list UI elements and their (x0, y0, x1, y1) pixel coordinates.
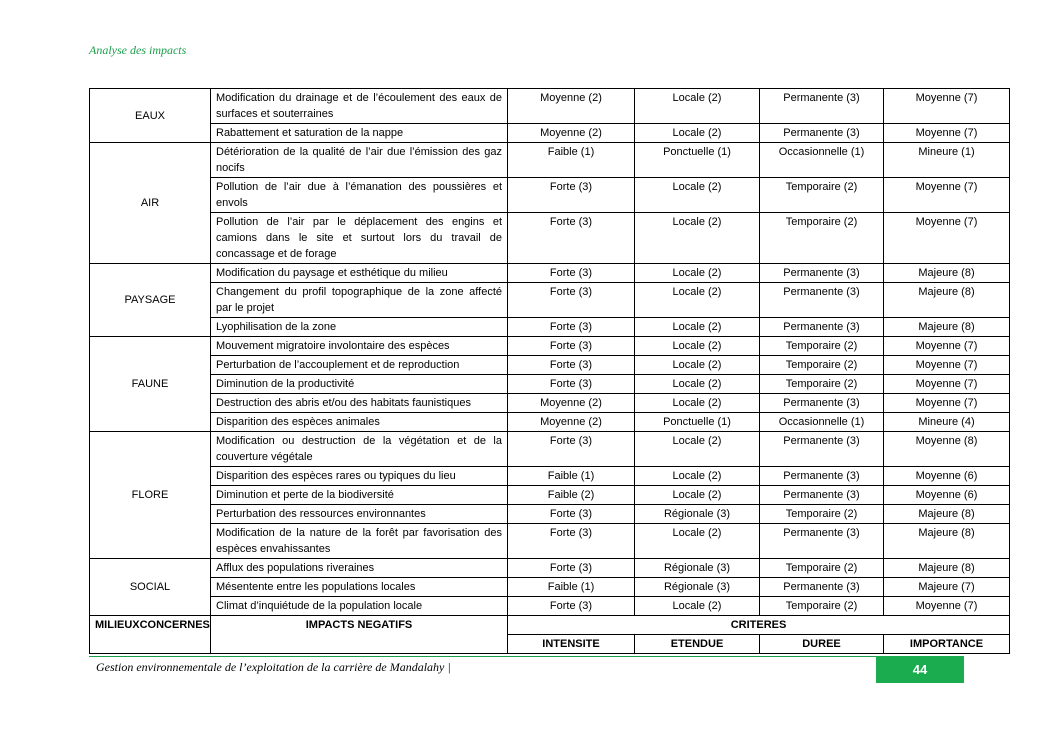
intensite-cell: Forte (3) (508, 375, 635, 394)
importance-cell: Majeure (8) (884, 524, 1010, 559)
intensite-cell: Forte (3) (508, 597, 635, 616)
milieu-cell: FLORE (90, 432, 211, 559)
intensite-cell: Faible (1) (508, 578, 635, 597)
header-row (90, 616, 1010, 635)
intensite-cell: Forte (3) (508, 356, 635, 375)
impact-cell: Afflux des populations riveraines (211, 559, 508, 578)
importance-cell: Majeure (8) (884, 559, 1010, 578)
importance-cell: Moyenne (7) (884, 597, 1010, 616)
impact-cell: Perturbation de l’accouplement et de reproduction (211, 356, 508, 375)
duree-cell: Permanente (3) (760, 394, 884, 413)
impact-cell: Pollution de l’air par le déplacement des engins et camions dans le site et surtout lors du travail de concassage et de forage (211, 213, 508, 264)
intensite-cell: Forte (3) (508, 264, 635, 283)
table-row (90, 356, 1010, 375)
intensite-cell: Forte (3) (508, 432, 635, 467)
intensite-cell: Moyenne (2) (508, 394, 635, 413)
importance-cell: Moyenne (7) (884, 337, 1010, 356)
intensite-cell: Moyenne (2) (508, 124, 635, 143)
duree-cell: Occasionnelle (1) (760, 413, 884, 432)
table-row (90, 337, 1010, 356)
duree-cell: Temporaire (2) (760, 337, 884, 356)
duree-cell: Permanente (3) (760, 124, 884, 143)
impact-cell: Détérioration de la qualité de l’air due l’émission des gaz nocifs (211, 143, 508, 178)
duree-cell: Permanente (3) (760, 283, 884, 318)
etendue-cell: Régionale (3) (635, 559, 760, 578)
importance-cell: Mineure (4) (884, 413, 1010, 432)
table-row (90, 486, 1010, 505)
table-row (90, 559, 1010, 578)
etendue-cell: Locale (2) (635, 356, 760, 375)
table-row (90, 505, 1010, 524)
duree-cell: Permanente (3) (760, 486, 884, 505)
page-number: 44 (876, 656, 964, 683)
etendue-cell: Locale (2) (635, 486, 760, 505)
table-row (90, 213, 1010, 264)
importance-cell: Moyenne (6) (884, 467, 1010, 486)
etendue-cell: Locale (2) (635, 264, 760, 283)
impacts-table (89, 88, 1010, 654)
intensite-cell: Forte (3) (508, 505, 635, 524)
importance-cell: Majeure (8) (884, 318, 1010, 337)
header-importance: IMPORTANCE (884, 635, 1010, 654)
importance-cell: Moyenne (8) (884, 432, 1010, 467)
table-row (90, 124, 1010, 143)
duree-cell: Temporaire (2) (760, 178, 884, 213)
duree-cell: Temporaire (2) (760, 505, 884, 524)
table-row (90, 318, 1010, 337)
intensite-cell: Forte (3) (508, 524, 635, 559)
etendue-cell: Locale (2) (635, 283, 760, 318)
impacts-table-body (90, 89, 1010, 654)
duree-cell: Occasionnelle (1) (760, 143, 884, 178)
importance-cell: Majeure (8) (884, 283, 1010, 318)
impact-cell: Diminution de la productivité (211, 375, 508, 394)
table-row (90, 143, 1010, 178)
impact-cell: Perturbation des ressources environnantes (211, 505, 508, 524)
duree-cell: Permanente (3) (760, 467, 884, 486)
impact-cell: Lyophilisation de la zone (211, 318, 508, 337)
duree-cell: Temporaire (2) (760, 356, 884, 375)
importance-cell: Moyenne (7) (884, 356, 1010, 375)
duree-cell: Permanente (3) (760, 318, 884, 337)
intensite-cell: Forte (3) (508, 318, 635, 337)
table-row (90, 597, 1010, 616)
table-row (90, 394, 1010, 413)
header-duree: DUREE (760, 635, 884, 654)
importance-cell: Moyenne (7) (884, 375, 1010, 394)
etendue-cell: Locale (2) (635, 89, 760, 124)
intensite-cell: Faible (2) (508, 486, 635, 505)
impact-cell: Modification du paysage et esthétique du milieu (211, 264, 508, 283)
importance-cell: Moyenne (7) (884, 213, 1010, 264)
duree-cell: Permanente (3) (760, 578, 884, 597)
milieu-cell: PAYSAGE (90, 264, 211, 337)
impact-cell: Modification ou destruction de la végétation et de la couverture végétale (211, 432, 508, 467)
table-row (90, 178, 1010, 213)
intensite-cell: Forte (3) (508, 213, 635, 264)
impact-cell: Disparition des espèces rares ou typiques du lieu (211, 467, 508, 486)
etendue-cell: Ponctuelle (1) (635, 413, 760, 432)
intensite-cell: Forte (3) (508, 283, 635, 318)
impact-cell: Rabattement et saturation de la nappe (211, 124, 508, 143)
milieu-cell: AIR (90, 143, 211, 264)
table-row (90, 432, 1010, 467)
etendue-cell: Locale (2) (635, 394, 760, 413)
etendue-cell: Locale (2) (635, 432, 760, 467)
table-row (90, 375, 1010, 394)
etendue-cell: Locale (2) (635, 597, 760, 616)
milieu-cell: SOCIAL (90, 559, 211, 616)
table-row (90, 283, 1010, 318)
footer-divider (89, 656, 964, 657)
intensite-cell: Moyenne (2) (508, 413, 635, 432)
header-criteres: CRITERES (508, 616, 1010, 635)
etendue-cell: Ponctuelle (1) (635, 143, 760, 178)
importance-cell: Majeure (8) (884, 264, 1010, 283)
etendue-cell: Régionale (3) (635, 505, 760, 524)
table-row (90, 524, 1010, 559)
intensite-cell: Faible (1) (508, 467, 635, 486)
header-etendue: ETENDUE (635, 635, 760, 654)
intensite-cell: Forte (3) (508, 337, 635, 356)
impact-cell: Diminution et perte de la biodiversité (211, 486, 508, 505)
importance-cell: Majeure (8) (884, 505, 1010, 524)
intensite-cell: Moyenne (2) (508, 89, 635, 124)
importance-cell: Moyenne (6) (884, 486, 1010, 505)
duree-cell: Temporaire (2) (760, 559, 884, 578)
duree-cell: Permanente (3) (760, 524, 884, 559)
intensite-cell: Forte (3) (508, 178, 635, 213)
duree-cell: Permanente (3) (760, 89, 884, 124)
importance-cell: Moyenne (7) (884, 178, 1010, 213)
etendue-cell: Locale (2) (635, 318, 760, 337)
duree-cell: Temporaire (2) (760, 375, 884, 394)
etendue-cell: Locale (2) (635, 178, 760, 213)
impact-cell: Pollution de l’air due à l’émanation des poussières et envols (211, 178, 508, 213)
intensite-cell: Forte (3) (508, 559, 635, 578)
etendue-cell: Locale (2) (635, 213, 760, 264)
impact-cell: Modification de la nature de la forêt par favorisation des espèces envahissantes (211, 524, 508, 559)
table-row (90, 89, 1010, 124)
importance-cell: Moyenne (7) (884, 394, 1010, 413)
page-header-title: Analyse des impacts (89, 43, 187, 57)
importance-cell: Mineure (1) (884, 143, 1010, 178)
etendue-cell: Locale (2) (635, 124, 760, 143)
header-milieux: MILIEUXCONCERNES (90, 616, 211, 654)
impact-cell: Climat d’inquiétude de la population locale (211, 597, 508, 616)
importance-cell: Moyenne (7) (884, 124, 1010, 143)
duree-cell: Temporaire (2) (760, 597, 884, 616)
duree-cell: Temporaire (2) (760, 213, 884, 264)
etendue-cell: Locale (2) (635, 467, 760, 486)
importance-cell: Majeure (7) (884, 578, 1010, 597)
milieu-cell: EAUX (90, 89, 211, 143)
etendue-cell: Locale (2) (635, 375, 760, 394)
duree-cell: Permanente (3) (760, 264, 884, 283)
table-row (90, 413, 1010, 432)
impact-cell: Changement du profil topographique de la zone affecté par le projet (211, 283, 508, 318)
table-row (90, 467, 1010, 486)
etendue-cell: Locale (2) (635, 524, 760, 559)
milieu-cell: FAUNE (90, 337, 211, 432)
duree-cell: Permanente (3) (760, 432, 884, 467)
footer-text: Gestion environnementale de l’exploitation de la carrière de Mandalahy | (96, 660, 451, 674)
intensite-cell: Faible (1) (508, 143, 635, 178)
impact-cell: Modification du drainage et de l’écoulement des eaux de surfaces et souterraines (211, 89, 508, 124)
table-row (90, 578, 1010, 597)
etendue-cell: Locale (2) (635, 337, 760, 356)
table-row (90, 264, 1010, 283)
impact-cell: Disparition des espèces animales (211, 413, 508, 432)
impact-cell: Destruction des abris et/ou des habitats faunistiques (211, 394, 508, 413)
impact-cell: Mésentente entre les populations locales (211, 578, 508, 597)
impact-cell: Mouvement migratoire involontaire des espèces (211, 337, 508, 356)
header-intensite: INTENSITE (508, 635, 635, 654)
etendue-cell: Régionale (3) (635, 578, 760, 597)
header-impacts: IMPACTS NEGATIFS (211, 616, 508, 654)
importance-cell: Moyenne (7) (884, 89, 1010, 124)
